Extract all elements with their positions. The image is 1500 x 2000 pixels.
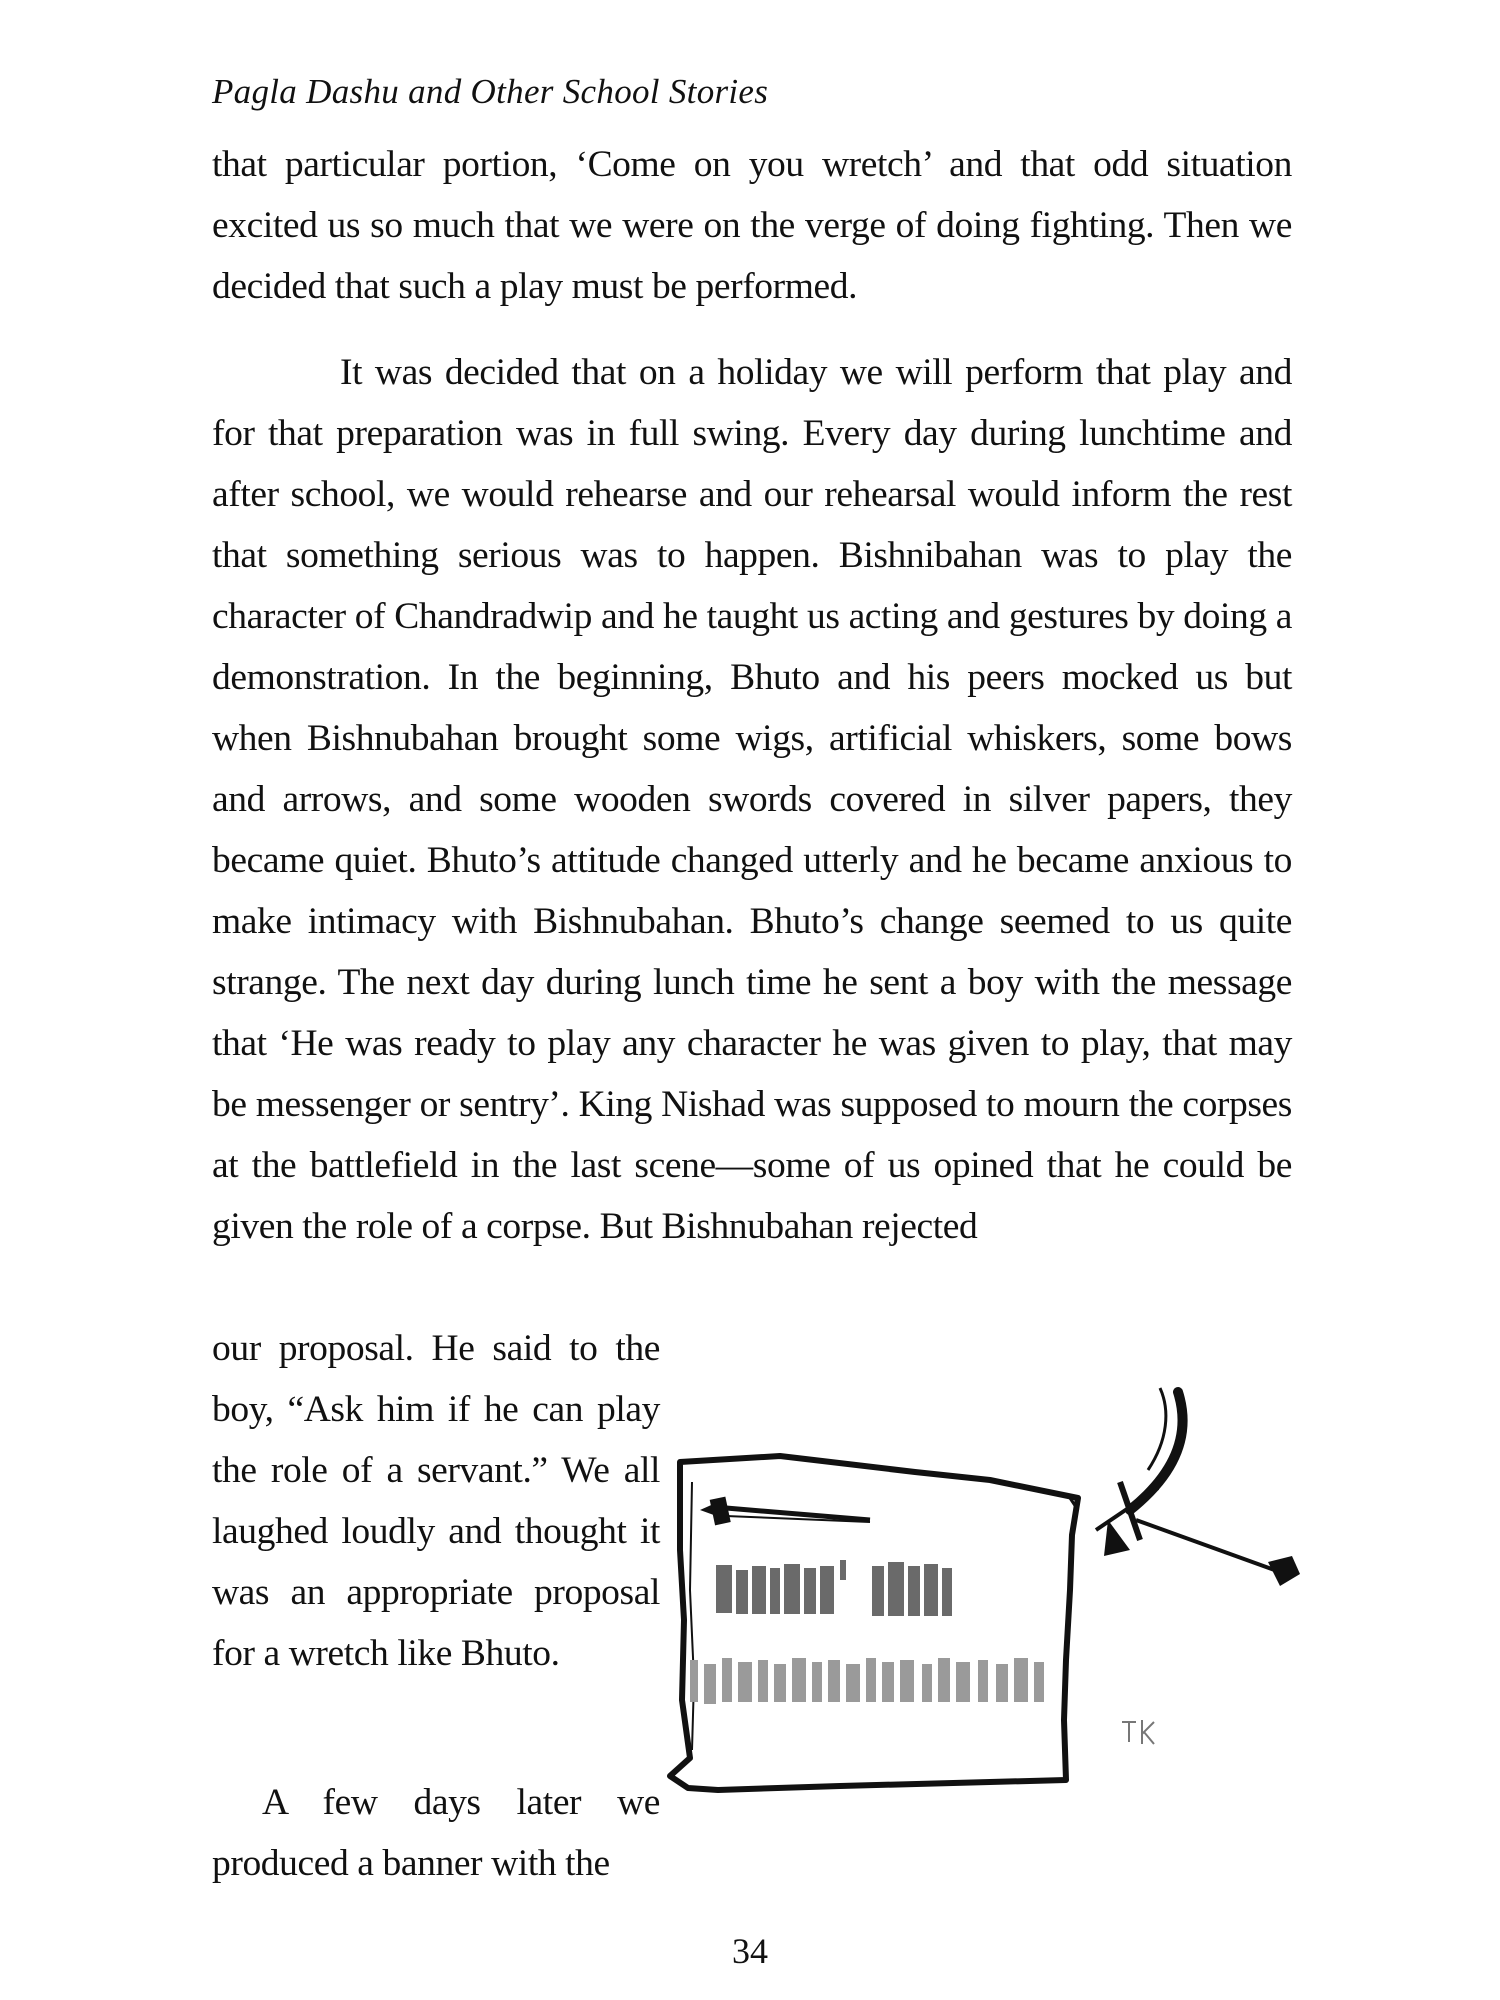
paragraph-3-text: A few days later we produced a banner with the <box>212 1782 660 1884</box>
paragraph-2-continued: our proposal. He said to the boy, “Ask him if he can play the role of a servant.” We all laughed loudly and thought it was an appropriate proposal for a wretch like Bhuto. <box>212 1328 660 1674</box>
page-number: 34 <box>732 1931 768 1971</box>
paragraph-3 <box>212 1772 660 1894</box>
artist-initials-mark <box>1122 1720 1154 1744</box>
dagger-icon <box>700 1497 870 1526</box>
banner-lettering-line-1 <box>716 1560 952 1616</box>
paragraph-1: that particular portion, ‘Come on you wretch’ and that odd situation excited us so much that we were on the verge of doing fighting. Then we decided that such a play must be performed. <box>212 144 1292 307</box>
banner-lettering-line-2 <box>690 1658 1044 1704</box>
banner-illustration <box>660 1370 1310 1850</box>
banner-inner-edge <box>690 1482 694 1750</box>
curved-sword-icon <box>1096 1388 1300 1586</box>
running-head: Pagla Dashu and Other School Stories <box>212 72 769 111</box>
paragraph-2 <box>212 342 1292 1257</box>
paragraph-2-text: It was decided that on a holiday we will perform that play and for that preparation was in full swing. Every day during lunchtime and after school, we would rehearse and our rehearsal would inform the rest that something serious was to happen. Bishnibahan was to play the character of Chandradwip and he taught us acting and gestures by doing a demonstration. In the beginning, Bhuto and his peers mocked us but when Bishnubahan brought some wigs, artificial whiskers, some bows and arrows, and some wooden swords covered in silver papers, they became quiet. Bhuto’s attitude changed utterly and he became anxious to make intimacy with Bishnubahan. Bhuto’s change seemed to us quite strange. The next day during lunch time he sent a boy with the message that ‘He was ready to play any character he was given to play, that may be messenger or sentry’. King Nishad was supposed to mourn the corpses at the battlefield in the last scene—some of us opined that he could be given the role of a corpse. But Bishnubahan rejected <box>212 352 1292 1247</box>
